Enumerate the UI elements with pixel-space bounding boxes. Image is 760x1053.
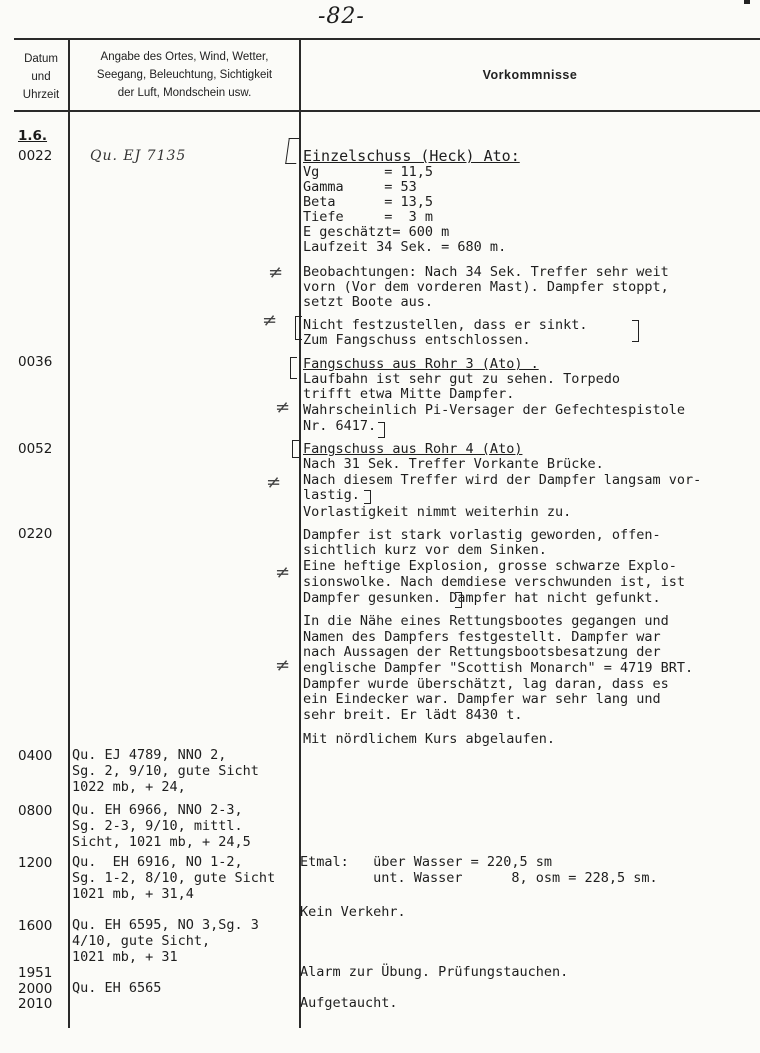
event-line: Laufzeit 34 Sek. = 680 m. [303, 239, 507, 255]
event-line: Aufgetaucht. [300, 995, 398, 1011]
location-line: 4/10, gute Sicht, [72, 933, 211, 949]
header-location-line: Angabe des Ortes, Wind, Wetter, [100, 51, 269, 63]
event-line: sehr breit. Er lädt 8430 t. [303, 707, 523, 723]
location-line: Qu. EH 6595, NO 3,Sg. 3 [72, 917, 259, 933]
location-line: Sicht, 1021 mb, + 24,5 [72, 834, 251, 850]
header-location-line: der Luft, Mondschein usw. [117, 87, 252, 99]
location-line: Qu. EJ 4789, NNO 2, [72, 747, 227, 763]
time-entry: 1600 [18, 918, 53, 934]
event-line: Vorlastigkeit nimmt weiterhin zu. [303, 504, 572, 520]
event-line: lastig. [303, 487, 360, 503]
event-line: Nicht festzustellen, dass er sinkt. [303, 317, 588, 333]
location-line: 1021 mb, + 31,4 [72, 886, 194, 902]
corner-mark [744, 0, 750, 4]
bracket-mark [632, 320, 639, 342]
location-line: Sg. 2, 9/10, gute Sicht [72, 763, 259, 779]
time-entry: 2010 [18, 996, 53, 1012]
event-line: Nach 31 Sek. Treffer Vorkante Brücke. [303, 456, 604, 472]
header-date-column [14, 50, 68, 104]
header-rule [14, 110, 760, 112]
event-line: Fangschuss aus Rohr 3 (Ato) . [303, 356, 539, 372]
event-line: Dampfer wurde überschätzt, lag daran, dass es [303, 676, 669, 692]
bracket-mark [290, 357, 297, 379]
location-line: Qu. EH 6916, NO 1-2, [72, 854, 243, 870]
date-entry: 1.6. [18, 128, 48, 144]
event-line: Alarm zur Übung. Prüfungstauchen. [300, 964, 569, 980]
event-line: ein Eindecker war. Dampfer war sehr lang und [303, 691, 661, 707]
time-entry: 2000 [18, 981, 53, 997]
event-line: sionswolke. Nach demdiese verschwunden ist, ist [303, 574, 686, 590]
location-line: Qu. EH 6565 [72, 980, 162, 996]
event-line: Zum Fangschuss entschlossen. [303, 332, 531, 348]
page-number: -82- [318, 4, 365, 29]
bracket-mark [295, 316, 302, 340]
event-line: Vg = 11,5 [303, 164, 434, 180]
event-line: In die Nähe eines Rettungsbootes gegangen und [303, 613, 669, 629]
event-line: Wahrscheinlich Pi-Versager der Gefechtespistole [303, 402, 686, 418]
time-entry: 0800 [18, 803, 53, 819]
time-entry: 0052 [18, 441, 53, 457]
event-line: Dampfer ist stark vorlastig geworden, offen- [303, 527, 661, 543]
event-line: Nr. 6417. [303, 418, 377, 434]
handwritten-position-note: Qu. EJ 7135 [90, 148, 187, 164]
time-entry: 0220 [18, 526, 53, 542]
margin-check-mark: ≠ [266, 472, 282, 493]
event-line: unt. Wasser 8, osm = 228,5 sm. [300, 870, 658, 886]
margin-check-mark: ≠ [262, 310, 278, 331]
event-line: Kein Verkehr. [300, 904, 406, 920]
location-line: Sg. 1-2, 8/10, gute Sicht [72, 870, 276, 886]
event-line: trifft etwa Mitte Dampfer. [303, 386, 515, 402]
margin-check-mark: ≠ [275, 655, 291, 676]
time-entry: 0022 [18, 148, 53, 164]
header-location-line: Seegang, Beleuchtung, Sichtigkeit [96, 69, 273, 81]
event-line: Eine heftige Explosion, grosse schwarze Explo- [303, 558, 677, 574]
margin-check-mark: ≠ [268, 262, 284, 283]
event-line: Laufbahn ist sehr gut zu sehen. Torpedo [303, 371, 620, 387]
event-line: Beobachtungen: Nach 34 Sek. Treffer sehr weit [303, 264, 669, 280]
event-line: nach Aussagen der Rettungsbootsbesatzung der [303, 644, 661, 660]
time-entry: 1951 [18, 965, 53, 981]
location-line: 1022 mb, + 24, [72, 779, 186, 795]
top-rule [14, 38, 760, 40]
time-entry: 0400 [18, 748, 53, 764]
location-line: 1021 mb, + 31 [72, 949, 178, 965]
event-line: Tiefe = 3 m [303, 209, 434, 225]
time-entry: 0036 [18, 354, 53, 370]
header-date-line: Uhrzeit [22, 89, 60, 101]
event-line: Mit nördlichem Kurs abgelaufen. [303, 731, 555, 747]
event-line: Beta = 13,5 [303, 194, 434, 210]
location-line: Sg. 2-3, 9/10, mittl. [72, 818, 243, 834]
event-line: Etmal: über Wasser = 220,5 sm [300, 854, 552, 870]
date-column-rule [68, 38, 70, 1028]
bracket-mark [292, 440, 299, 458]
margin-check-mark: ≠ [275, 562, 291, 583]
event-line: vorn (Vor dem vorderen Mast). Dampfer stoppt, [303, 279, 669, 295]
event-line: E geschätzt= 600 m [303, 224, 450, 240]
event-line: englische Dampfer "Scottish Monarch" = 4719 BRT. [303, 660, 694, 676]
event-line: Namen des Dampfers festgestellt. Dampfer war [303, 629, 661, 645]
margin-check-mark: ≠ [275, 397, 291, 418]
event-line: Gamma = 53 [303, 179, 417, 195]
event-line: setzt Boote aus. [303, 294, 434, 310]
header-date-line: und [31, 71, 51, 83]
event-line: Einzelschuss (Heck) Ato: [303, 147, 520, 165]
bracket-mark [285, 138, 300, 164]
event-line: Nach diesem Treffer wird der Dampfer langsam vor- [303, 472, 702, 488]
time-entry: 1200 [18, 855, 53, 871]
bracket-mark [364, 490, 371, 504]
header-date-line: Datum [24, 53, 58, 65]
header-events-column: Vorkommnisse [482, 68, 578, 82]
location-line: Qu. EH 6966, NNO 2-3, [72, 802, 243, 818]
header-location-column [70, 48, 299, 102]
bracket-mark [378, 422, 385, 438]
event-line: Dampfer gesunken. Dampfer hat nicht gefunkt. [303, 590, 661, 606]
event-line: sichtlich kurz vor dem Sinken. [303, 542, 547, 558]
event-line: Fangschuss aus Rohr 4 (Ato) [303, 441, 523, 457]
